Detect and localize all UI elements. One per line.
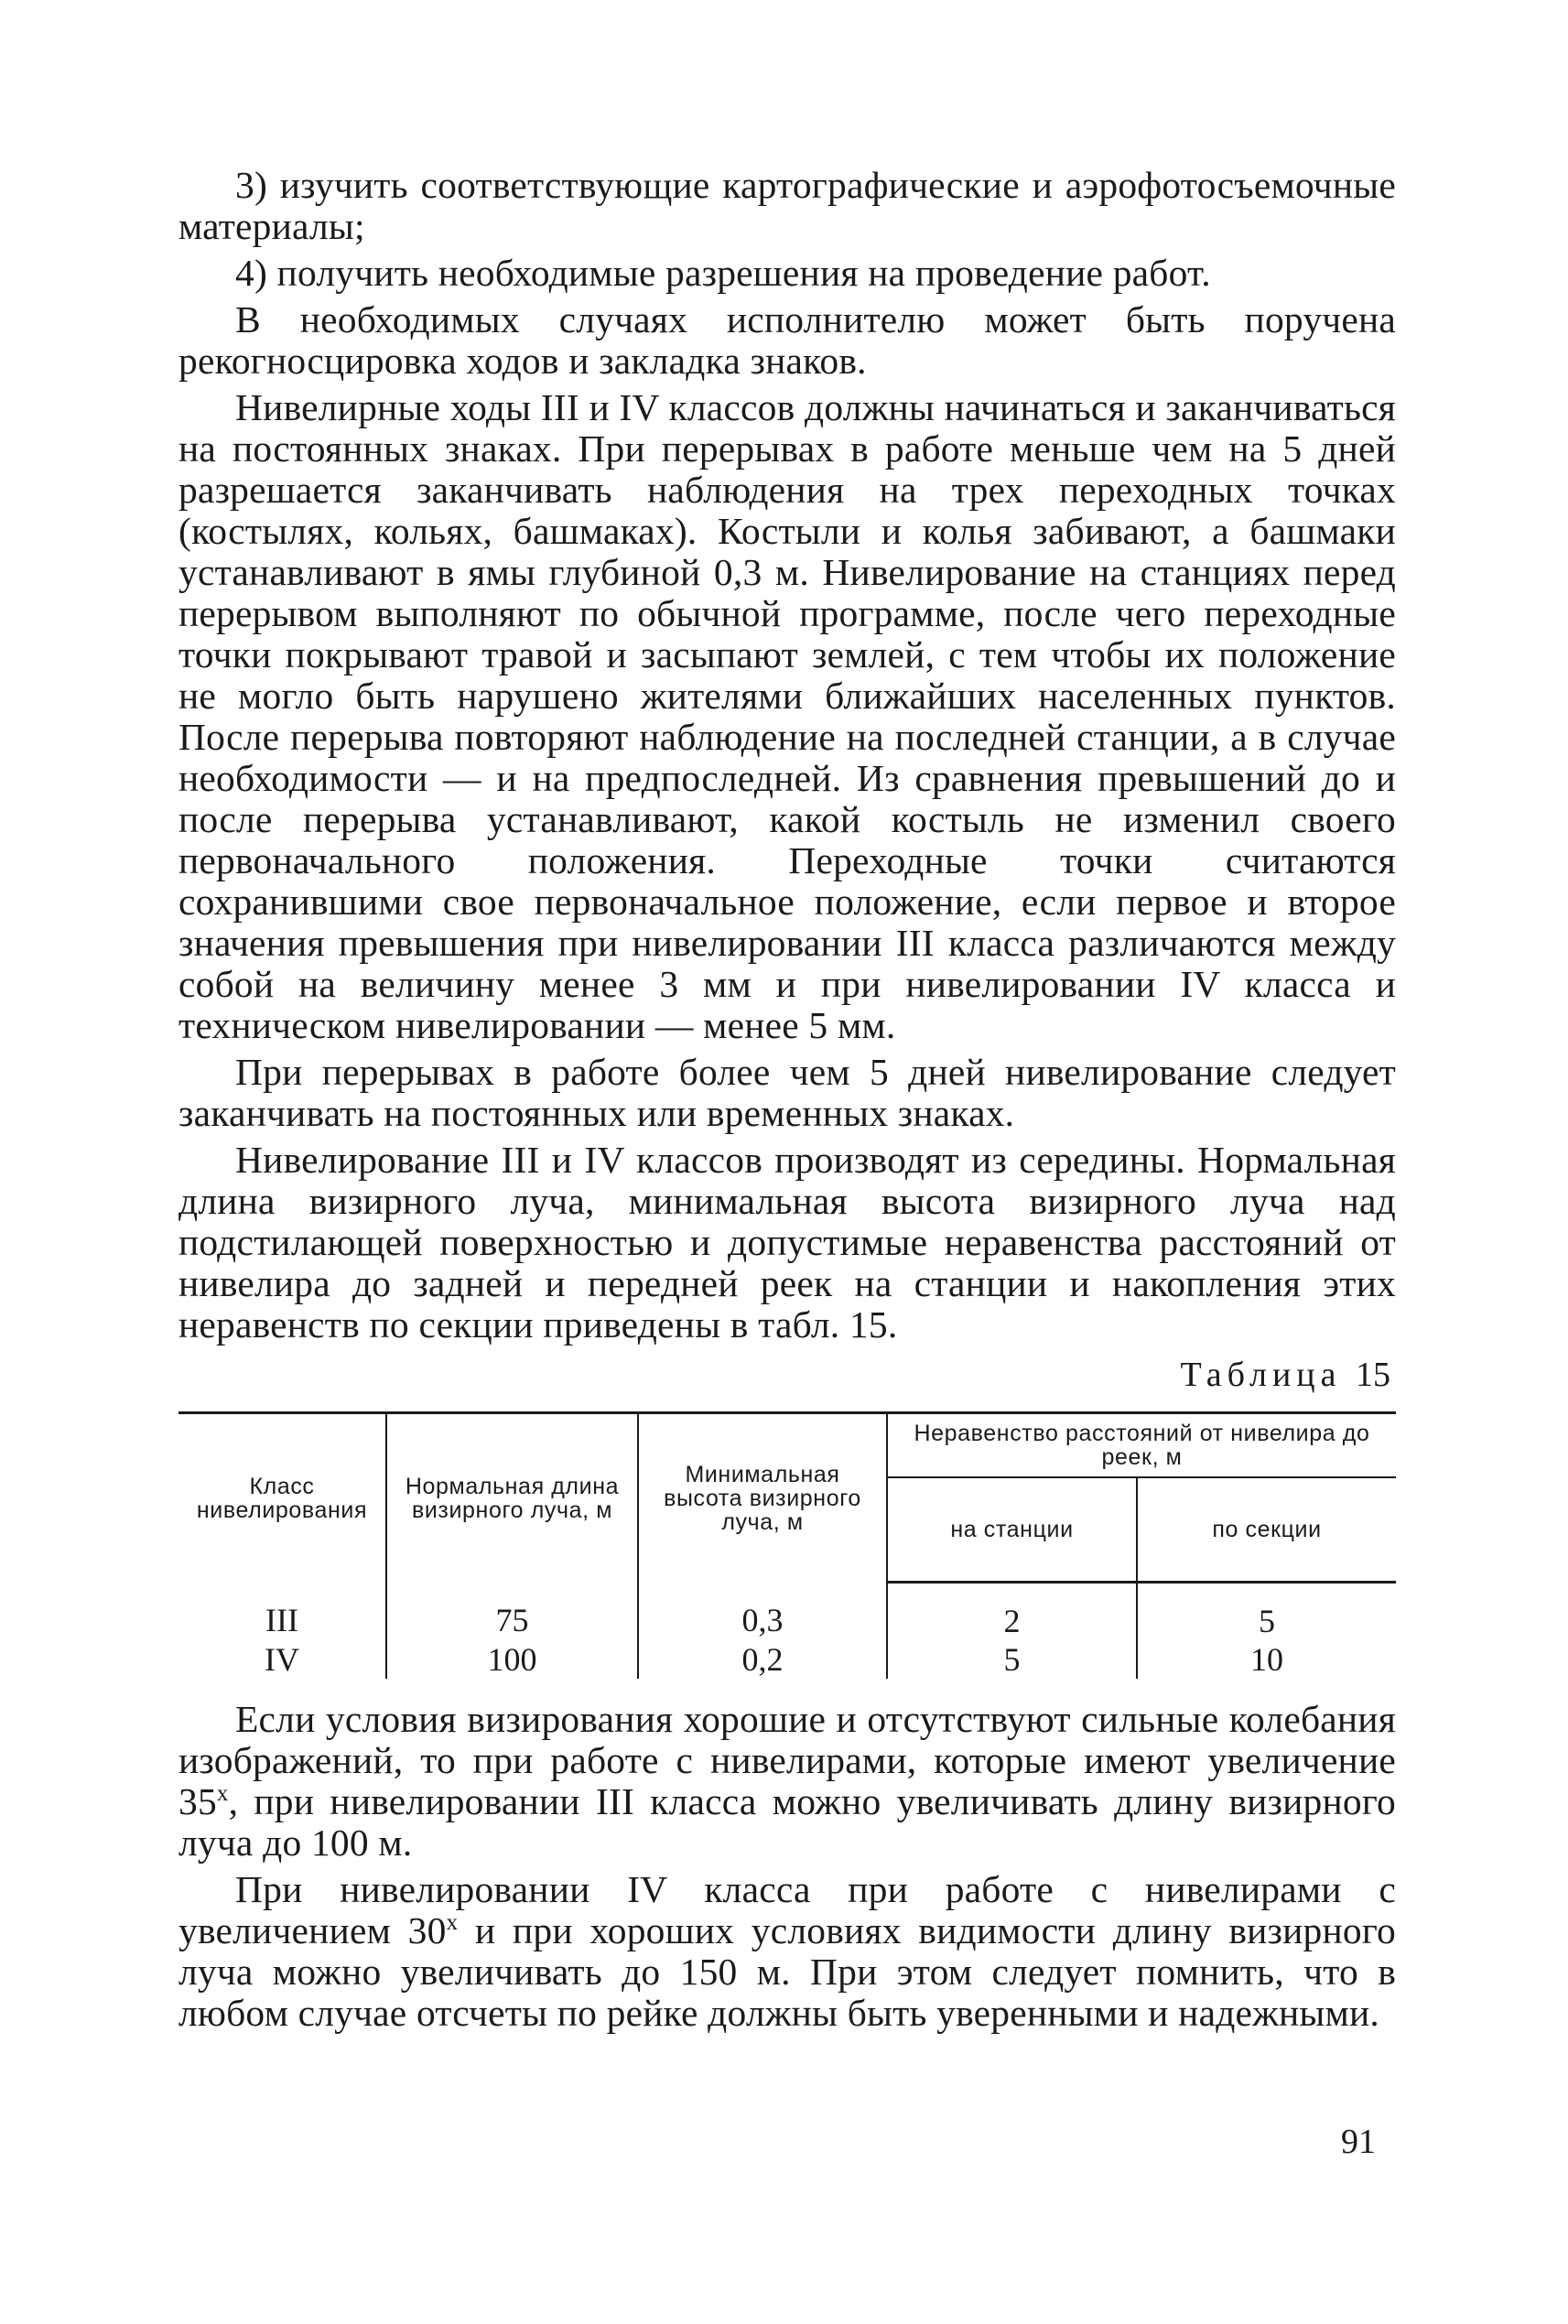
text-segment: и при хороших условиях видимости длину визирного луча можно увеличивать до 150 м. При этом следует помнить, что в любом случае отсчеты по рейке должны быть уверенными и надежными. [178,1909,1396,2034]
page-number: 91 [1341,2123,1376,2161]
text-segment: , при нивелировании III класса можно увеличивать длину визирного луча до 100 м. [178,1780,1396,1864]
cell-height: 0,3 [638,1583,887,1641]
paragraph-reconnaissance: В необходимых случаях исполнителю может быть поручена рекогносцировка ходов и закладка знаков. [178,298,1396,382]
table-caption-word: Таблица [1180,1356,1342,1394]
cell-height: 0,2 [638,1640,887,1679]
header-length: Нормальная длина визирного луча, м [386,1413,638,1583]
cell-class: IV [265,1641,299,1678]
paragraph-breaks: При перерывах в работе более чем 5 дней нивелирование следует заканчивать на постоянных или временных знаках. [178,1051,1396,1134]
table-caption-number: 15 [1356,1356,1390,1394]
cell-length: 100 [386,1640,638,1679]
paragraph-leveling-routes: Нивелирные ходы III и IV классов должны начинаться и заканчиваться на постоянных знаках. При перерывах в работе меньше чем на 5 дней разрешается заканчивать наблюдения на трех переходных точках (костылях, кольях, башмаках). Костыли и колья забивают, а башмаки устанавливают в ямы глубиной 0,3 м. Нивелирование на станциях перед перерывом выполняют по обычной программе, после чего переходные точки покрывают травой и засыпают землей, с тем чтобы их положение не могло быть нарушено жителями ближайших населенных пунктов. После перерыва повторяют наблюдение на последней станции, а в случае необходимости — и на предпоследней. Из сравнения превышений до и после перерыва устанавливают, какой костыль не изменил своего первоначального положения. Переходные точки считаются сохранившими свое первоначальное положение, если первое и второе значения превышения при нивелировании III класса различаются между собой на величину менее 3 мм и при нивелировании IV класса и техническом нивелировании — менее 5 мм. [178,386,1396,1046]
cell-station: 2 [887,1583,1137,1641]
superscript-x: x [216,1781,229,1807]
table-row [178,1640,1396,1679]
page-body [178,165,1396,2039]
paragraph-magnification-30 [178,1869,1396,2034]
text-segment: При нивелировании IV класса при работе с нивелирами с увеличением 30 [178,1868,1396,1951]
cell-station: 5 [887,1640,1137,1679]
table-row [178,1583,1396,1641]
paragraph-item-4: 4) получить необходимые разрешения на проведение работ. [235,252,1211,294]
paragraph-from-middle: Нивелирование III и IV классов производят из середины. Нормальная длина визирного луча, минимальная высота визирного луча над подстилающей поверхностью и допустимые неравенства расстояний от нивелира до задней и передней реек на станции и накопления этих неравенств по секции приведены в табл. 15. [178,1139,1396,1346]
table-header-row [178,1413,1396,1478]
cell-length: 75 [386,1583,638,1641]
header-height: Минимальная высота визирного луча, м [638,1413,887,1583]
cell-section: 5 [1137,1583,1396,1641]
header-section: по секции [1137,1477,1396,1583]
table-caption [178,1355,1396,1395]
text-segment: Если условия визирования хорошие и отсутствуют сильные колебания изображений, то при работе с нивелирами, которые имеют увеличение 35 [178,1698,1396,1822]
header-station: на станции [887,1477,1137,1583]
cell-class: III [265,1601,298,1638]
header-inequality-group: Неравенство расстояний от нивелира до реек, м [887,1413,1396,1478]
paragraph-magnification-35 [178,1699,1396,1864]
superscript-x: x [446,1910,459,1936]
header-class: Класс нивелирования [178,1413,386,1583]
paragraph-item-3: 3) изучить соответствующие картографические и аэрофотосъемочные материалы; [178,164,1396,247]
cell-section: 10 [1137,1640,1396,1679]
leveling-table [178,1411,1396,1679]
